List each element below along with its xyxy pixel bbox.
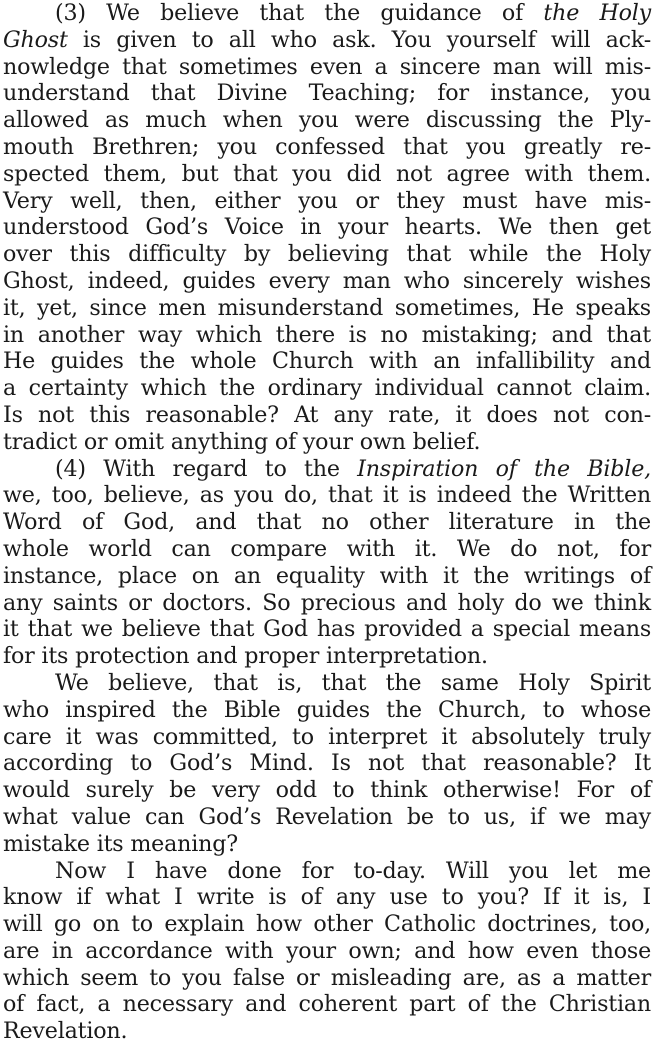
line-text: (4) With regard to the [55,455,358,482]
text-line [3,804,651,831]
line-text: Very well, then, either you or they must have mis- [3,187,651,214]
line-text: is given to all who ask. You yourself will ack- [67,26,651,53]
italic-text: Ghost [3,26,68,53]
line-text: a certainty which the ordinary individual cannot claim. [3,375,651,402]
text-line [3,375,651,402]
text-line [3,884,651,911]
line-text: whole world can compare with it. We do not, for [3,535,651,562]
text-line [3,348,651,375]
text-line [3,161,651,188]
line-text: Is not this reasonable? At any rate, it does not con- [3,401,651,428]
text-line [3,188,651,215]
line-text: over this difficulty by believing that while the Holy [3,241,651,268]
text-line [3,1018,651,1045]
text-line [3,268,651,295]
text-line [3,590,651,617]
line-text: in another way which there is no mistaking; and that [3,321,651,348]
line-text: of fact, a necessary and coherent part of the Christian [3,991,651,1018]
text-line [3,509,651,536]
line-text: Ghost, indeed, guides every man who sincerely wishes [3,267,651,294]
line-text: instance, place on an equality with it the writings of [3,562,651,589]
text-line [3,402,651,429]
text-line [3,777,651,804]
line-text: what value can God’s Revelation be to us, if we may [3,803,651,830]
text-line [3,295,651,322]
text-line [3,643,651,670]
line-text: we, too, believe, as you do, that it is indeed the Written [3,482,651,509]
text-line [3,107,651,134]
italic-text: Inspiration of the Bible, [357,455,651,482]
text-line [3,482,651,509]
line-text: mistake its meaning? [3,830,238,857]
line-text: Word of God, and that no other literature in the [3,509,651,536]
line-text: He guides the whole Church with an infallibility and [3,348,651,375]
text-line [3,911,651,938]
text-line [3,27,651,54]
text-line [3,429,651,456]
line-text: which seem to you false or misleading are, as a matter [3,964,651,991]
italic-text: the Holy [543,0,651,26]
text-line [3,991,651,1018]
text-line [3,750,651,777]
text-line [3,322,651,349]
text-line [3,134,651,161]
text-line [3,670,651,697]
paragraph-p5 [3,670,651,858]
text-line [3,831,651,858]
line-text: will go on to explain how other Catholic doctrines, too, [3,911,651,938]
line-text: it, yet, since men misunderstand sometimes, He speaks [3,294,651,321]
line-text: nowledge that sometimes even a sincere man will mis- [3,53,651,80]
line-text: understood God’s Voice in your hearts. We then get [3,214,651,241]
line-text: according to God’s Mind. Is not that reasonable? It [3,750,651,777]
line-text: who inspired the Bible guides the Church, to whose [3,696,651,723]
paragraph-p4 [3,456,651,670]
line-text: would surely be very odd to think otherwise! For of [3,777,651,804]
text-line [3,80,651,107]
document-page [3,0,651,1045]
line-text: Revelation. [3,1018,128,1045]
line-text: mouth Brethren; you confessed that you greatly re- [3,133,651,160]
text-line [3,241,651,268]
text-line [3,456,651,483]
text-line [3,536,651,563]
line-text: know if what I write is of any use to you? If it is, I [3,884,651,911]
text-line [3,724,651,751]
text-line [3,697,651,724]
line-text: it that we believe that God has provided a special means [3,616,651,643]
text-line [3,616,651,643]
paragraph-p6 [3,858,651,1046]
text-line [3,214,651,241]
line-text: any saints or doctors. So precious and holy do we think [3,589,651,616]
text-line [3,965,651,992]
text-line [3,54,651,81]
text-line [3,0,651,27]
text-line [3,858,651,885]
line-text: We believe, that is, that the same Holy Spirit [55,669,651,696]
line-text: tradict or omit anything of your own belief. [3,428,481,455]
line-text: spected them, but that you did not agree with them. [3,160,651,187]
line-text: understand that Divine Teaching; for instance, you [3,80,651,107]
text-line [3,938,651,965]
line-text: Now I have done for to-day. Will you let me [55,857,651,884]
line-text: for its protection and proper interpretation. [3,643,488,670]
line-text: allowed as much when you were discussing the Ply- [3,107,651,134]
paragraph-p3 [3,0,651,456]
line-text: care it was committed, to interpret it absolutely truly [3,723,651,750]
text-line [3,563,651,590]
line-text: are in accordance with your own; and how even those [3,937,651,964]
line-text: (3) We believe that the guidance of [55,0,544,26]
